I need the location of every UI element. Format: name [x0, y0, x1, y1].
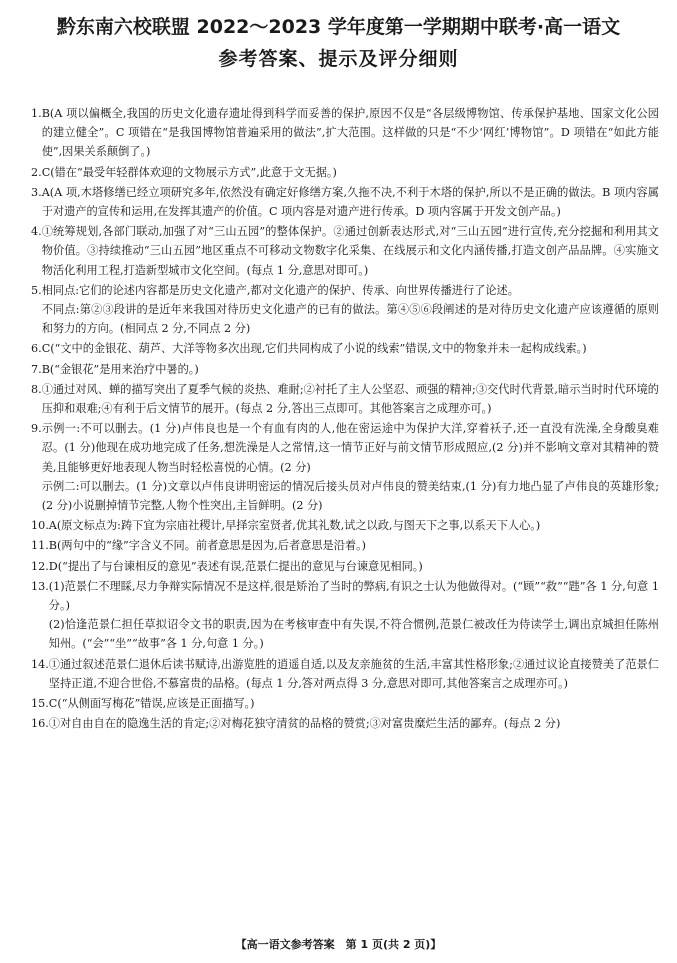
answer-item [31, 281, 659, 339]
answer-item [31, 714, 659, 733]
answer-text: A(原文标点为:踌下宜为宗庙社稷计,早择宗室贤者,优其礼数,试之以政,与图天下之事,以系天下人心。) [48, 519, 541, 533]
answer-item [31, 557, 659, 576]
answer-text: B(A 项以偏概全,我国的历史文化遗存遗址得到科学而妥善的保护,原因不仅是“各层级博物馆、传承保护基地、国家文化公园的建立健全”。C 项错在“是我国博物馆普遍采用的做法”,扩大范围。这样做的只是“不少‘网红’博物馆”。D 项错在“如此方能使”,因果关系颠倒了。) [41, 107, 659, 159]
answer-item [31, 104, 659, 162]
answer-text-extra: (2)恰逢范景仁担任草拟诏令文书的职责,因为在考核审查中有失误,不符合惯例,范景仁被改任为侍读学士,调出京城担任陈州知州。(“会”“坐”“故事”各 1 分,句意 1 分。) [48, 618, 659, 651]
answer-list [31, 104, 659, 735]
answer-number: 8. [31, 382, 42, 396]
answer-number: 14. [31, 657, 49, 671]
answer-item [31, 655, 659, 693]
answer-item [31, 419, 659, 515]
answer-text-extra: 不同点:第②③段讲的是近年来我国对待历史文化遗产的已有的做法。第④⑤⑥段阐述的是对待历史文化遗产应该遵循的原则和努力的方向。(相同点 2 分,不同点 2 分) [41, 303, 659, 336]
answer-text: C(错在“最受年轻群体欢迎的文物展示方式”,此意于文无据。) [41, 165, 337, 179]
answer-number: 3. [31, 185, 42, 199]
answer-number: 1. [31, 107, 42, 120]
answer-text-extra: 示例二:可以删去。(1 分)文章以卢伟良讲明密运的情况后接头员对卢伟良的赞美结束,(1 分)有力地凸显了卢伟良的英雄形象;(2 分)小说删掉情节完整,人物个性突出,主旨鲜明。(2 分) [41, 479, 659, 513]
answer-item [31, 516, 659, 535]
answer-number: 6. [31, 342, 42, 356]
answer-item [31, 183, 659, 221]
answer-number: 4. [31, 225, 42, 239]
answer-text: C(“从侧面写梅花”错误,应该是正面描写。) [48, 697, 255, 711]
answer-number: 7. [31, 362, 42, 376]
answer-text: D(“提出了与台谏相反的意见”表述有误,范景仁提出的意见与台谏意见相同。) [48, 559, 423, 573]
answer-number: 16. [31, 717, 49, 731]
answer-number: 12. [31, 559, 49, 573]
answer-item [31, 222, 659, 280]
answer-number: 10. [31, 519, 49, 533]
answer-number: 15. [31, 697, 49, 711]
answer-item [31, 339, 659, 358]
answer-item [31, 694, 659, 713]
answer-item [31, 380, 659, 418]
answer-text: ①通过叙述范景仁退休后读书赋诗,出游览胜的逍遥自适,以及友亲施贫的生活,丰富其性格形象;②通过议论直接赞美了范景仁坚持正道,不迎合世俗,不慕富贵的品格。(每点 1 分,答对两点得 3 分,意思对即可,其他答案言之成理亦可。) [48, 657, 659, 690]
answer-text: ①统筹规划,各部门联动,加强了对“三山五园”的整体保护。②通过创新表达形式,对“三山五园”进行宣传,充分挖掘和利用其文物价值。③持续推动“三山五园”地区重点不可移动文物数字化采集、在线展示和文化内涵传播,打造文创产品品牌。④实施文物活化利用工程,打造新型城市文化空间。(每点 1 分,意思对即可。) [41, 225, 659, 277]
answer-text: B(“金银花”是用来治疗中暑的。) [41, 362, 199, 376]
answer-text: (1)范景仁不理睬,尽力争辩实际情况不是这样,很是矫治了当时的弊病,有识之士认为他做得对。(“顾”“救”“韪”各 1 分,句意 1 分。) [48, 579, 659, 613]
answer-number: 11. [31, 539, 49, 553]
answer-number: 9. [31, 422, 42, 436]
answer-text: ①对自由自在的隐逸生活的肯定;②对梅花独守清贫的品格的赞赏;③对富贵糜烂生活的鄙弃。(每点 2 分) [48, 717, 561, 731]
answer-number: 13. [31, 579, 49, 593]
answer-text: B(两句中的“缘”字含义不同。前者意思是因为,后者意思是沿着。) [48, 539, 367, 553]
answer-text: C(“文中的金银花、葫芦、大洋等物多次出现,它们共同构成了小说的线索”错误,文中的物象并未一起构成线索。) [41, 342, 587, 356]
answer-item [31, 163, 659, 182]
answer-text: 相同点:它们的论述内容都是历史文化遗产,都对文化遗产的保护、传承、向世界传播进行了论述。 [41, 283, 519, 297]
answer-item [31, 577, 659, 654]
answer-item [31, 536, 659, 555]
answer-text: A(A 项,木塔修缮已经立项研究多年,依然没有确定好修缮方案,久拖不决,不利于木塔的保护,所以不是正确的做法。B 项内容属于对遗产的宣传和运用,在发挥其遗产的价值。C 项内容是对遗产进行传承。D 项内容属于开发文创产品。) [41, 185, 659, 219]
answer-item [31, 360, 659, 379]
answer-number: 5. [31, 283, 42, 297]
page-title: 黔东南六校联盟 2022～2023 学年度第一学期期中联考·高一语文 [56, 16, 621, 38]
answer-text: 示例一:不可以删去。(1 分)卢伟良也是一个有血有肉的人,他在密运途中为保护大洋,穿着袄子,还一直没有洗澡,全身酸臭难忍。(1 分)他现在成功地完成了任务,想洗澡是人之常情,这一情节正好与前文情节形成照应,(2 分)并不影响文章对其精神的赞美,且能够更好地表现人物当时轻松喜悦的心情。(2 分) [41, 422, 659, 474]
answer-number: 2. [31, 165, 42, 179]
page-subtitle: 参考答案、提示及评分细则 [218, 48, 459, 70]
page-footer: 【高一语文参考答案 第 1 页(共 2 页)】 [235, 938, 442, 951]
answer-text: ①通过对风、蝉的描写突出了夏季气候的炎热、难耐;②衬托了主人公坚忍、顽强的精神;③交代时代背景,暗示当时时代环境的压抑和艰难;④有利于后文情节的展开。(每点 2 分,答出三点即可。其他答案言之成理亦可。) [41, 382, 659, 416]
